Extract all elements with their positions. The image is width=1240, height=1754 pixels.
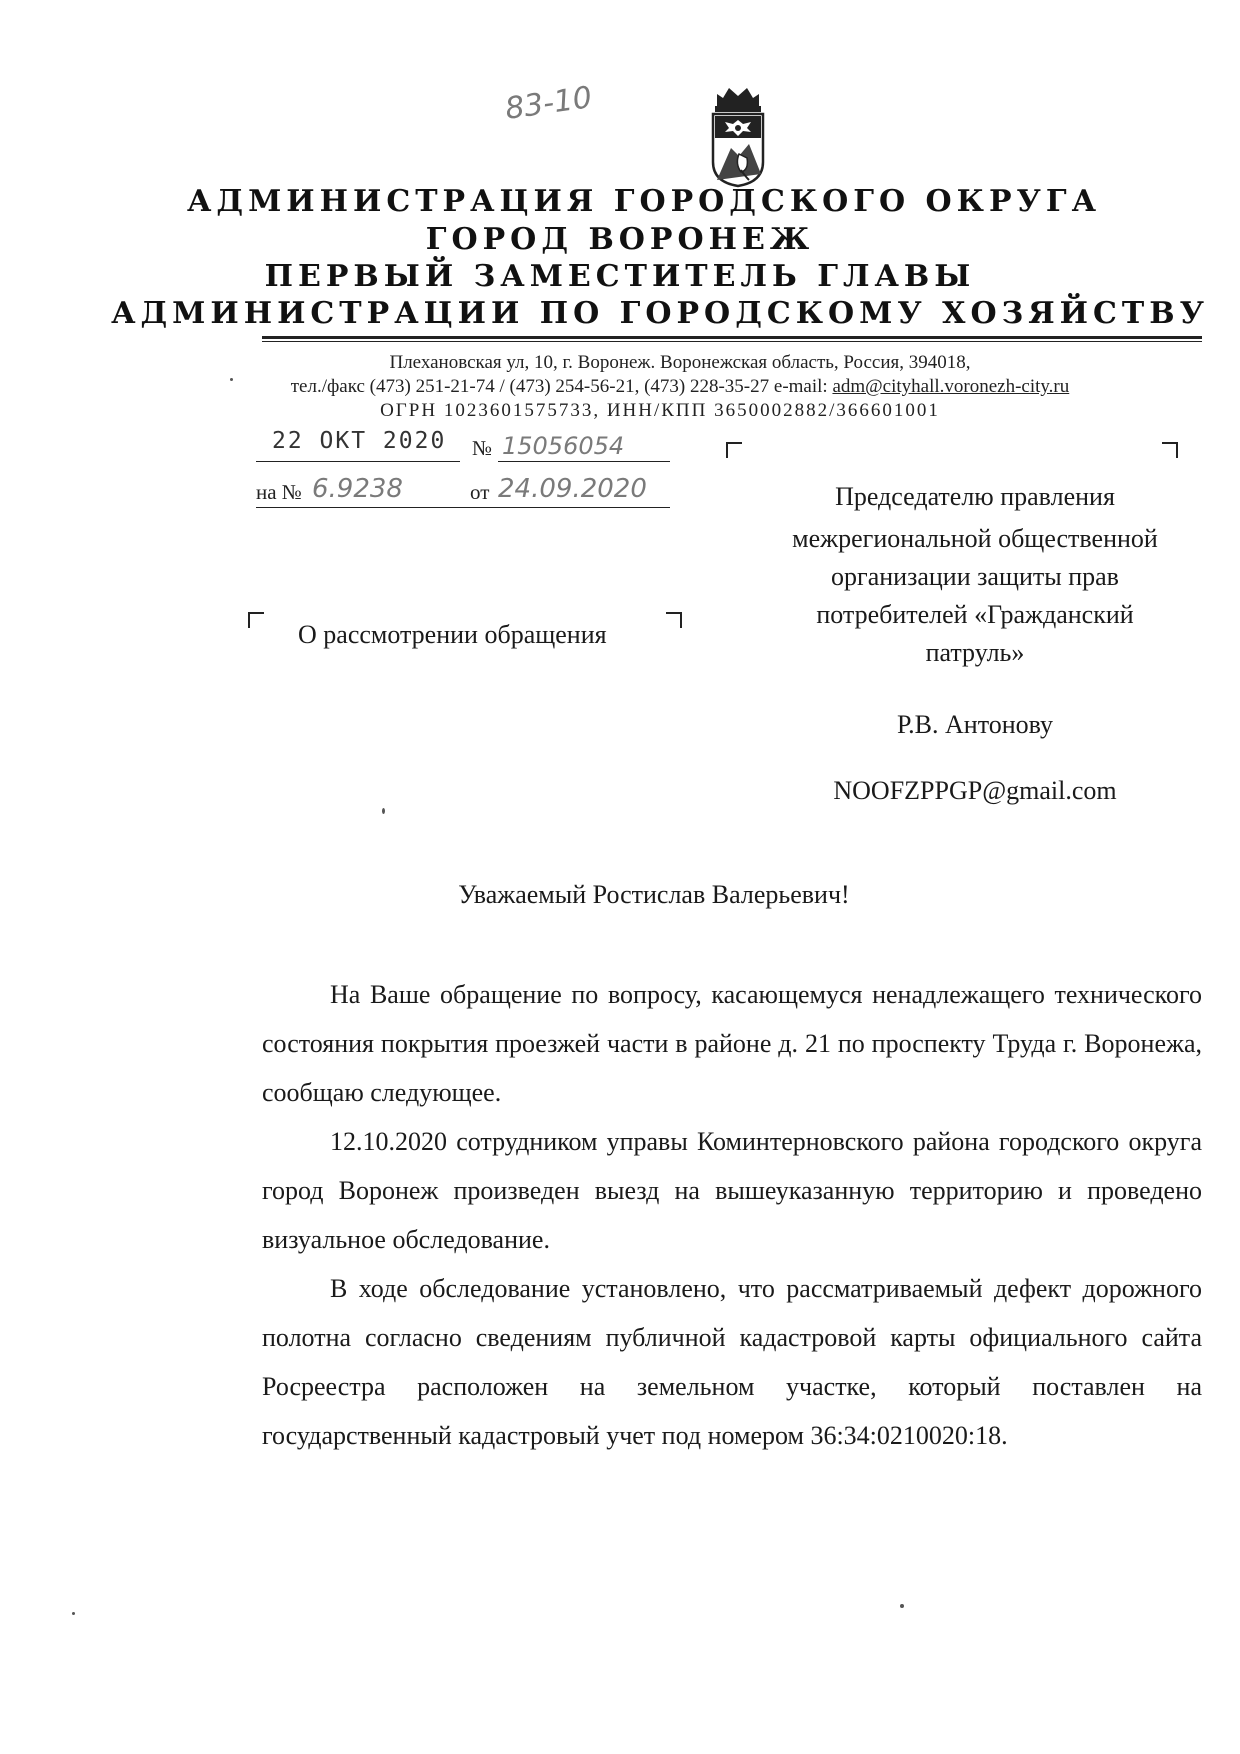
reply-number-value: 6.9238 xyxy=(312,474,403,504)
addressee-bracket-left xyxy=(726,442,742,458)
addressee-line-5: патруль» xyxy=(925,638,1025,667)
body-paragraph-3: В ходе обследование установлено, что рассматриваемый дефект дорожного полотна согласно сведениям публичной кадастровой карты официального сайта Росреестра расположен на земельном участке, который поставлен на государственный кадастровый учет под номером 36:34:0210020:18. xyxy=(262,1274,1202,1450)
contact-ogrn: ОГРН 1023601575733, ИНН/КПП 3650002882/366601001 xyxy=(380,400,940,421)
header-title-line-3: ПЕРВЫЙ ЗАМЕСТИТЕЛЬ ГЛАВЫ xyxy=(264,259,976,294)
reply-number-label: на № xyxy=(256,480,302,504)
scan-speck xyxy=(230,378,233,381)
addressee-line-1: Председателю правления xyxy=(835,482,1115,511)
header-title-line-2: ГОРОД ВОРОНЕЖ xyxy=(425,222,815,257)
addressee-line-4: потребителей «Гражданский xyxy=(816,600,1134,629)
header-rule-thin xyxy=(262,341,1202,342)
header-title-line-4: АДМИНИСТРАЦИИ ПО ГОРОДСКОМУ ХОЗЯЙСТВУ xyxy=(111,296,1209,331)
reply-underline xyxy=(256,507,670,508)
registration-number-underline xyxy=(498,461,670,462)
addressee-bracket-right xyxy=(1162,442,1178,458)
contact-email-link[interactable]: adm@cityhall.voronezh-city.ru xyxy=(832,376,1070,397)
subject-bracket-right xyxy=(666,612,682,628)
registration-date-stamp: 22 ОКТ 2020 xyxy=(272,428,447,454)
scan-speck xyxy=(72,1612,75,1615)
body-paragraph-2: 12.10.2020 сотрудником управы Коминтерновского района городского округа город Воронеж произведен выезд на вышеуказанную территорию и проведено визуальное обследование. xyxy=(262,1127,1202,1254)
registration-number-value: 15056054 xyxy=(502,432,625,460)
header-title-line-1: АДМИНИСТРАЦИЯ ГОРОДСКОГО ОКРУГА xyxy=(186,184,1102,219)
subject-bracket-left xyxy=(248,612,264,628)
reply-from-label: от xyxy=(470,480,490,504)
addressee-line-2: межрегиональной общественной xyxy=(792,524,1158,553)
addressee-line-3: организации защиты прав xyxy=(831,562,1119,591)
salutation: Уважаемый Ростислав Валерьевич! xyxy=(458,880,850,909)
registration-date-underline xyxy=(256,461,460,462)
contact-phone-line xyxy=(0,376,1240,398)
scan-speck xyxy=(900,1604,904,1608)
registration-number-label: № xyxy=(472,436,493,460)
handwritten-note: 83-10 xyxy=(502,80,595,127)
reply-from-date: 24.09.2020 xyxy=(498,474,647,504)
subject-line: О рассмотрении обращения xyxy=(298,620,607,649)
contact-address: Плехановская ул, 10, г. Воронеж. Воронежская область, Россия, 394018, xyxy=(389,352,971,373)
coat-of-arms-emblem xyxy=(705,84,771,188)
addressee-block xyxy=(745,478,1205,810)
header-rule-thick xyxy=(262,336,1202,339)
scan-speck xyxy=(382,808,385,814)
letter-body xyxy=(262,970,1202,1460)
addressee-email: NOOFZPPGP@gmail.com xyxy=(833,776,1117,805)
contact-phone: тел./факс (473) 251-21-74 / (473) 254-56-21, (473) 228-35-27 e-mail: xyxy=(290,376,833,397)
body-paragraph-1: На Ваше обращение по вопросу, касающемуся ненадлежащего технического состояния покрытия проезжей части в районе д. 21 по проспекту Труда г. Воронежа, сообщаю следующее. xyxy=(262,980,1202,1107)
addressee-name: Р.В. Антонову xyxy=(896,710,1054,739)
